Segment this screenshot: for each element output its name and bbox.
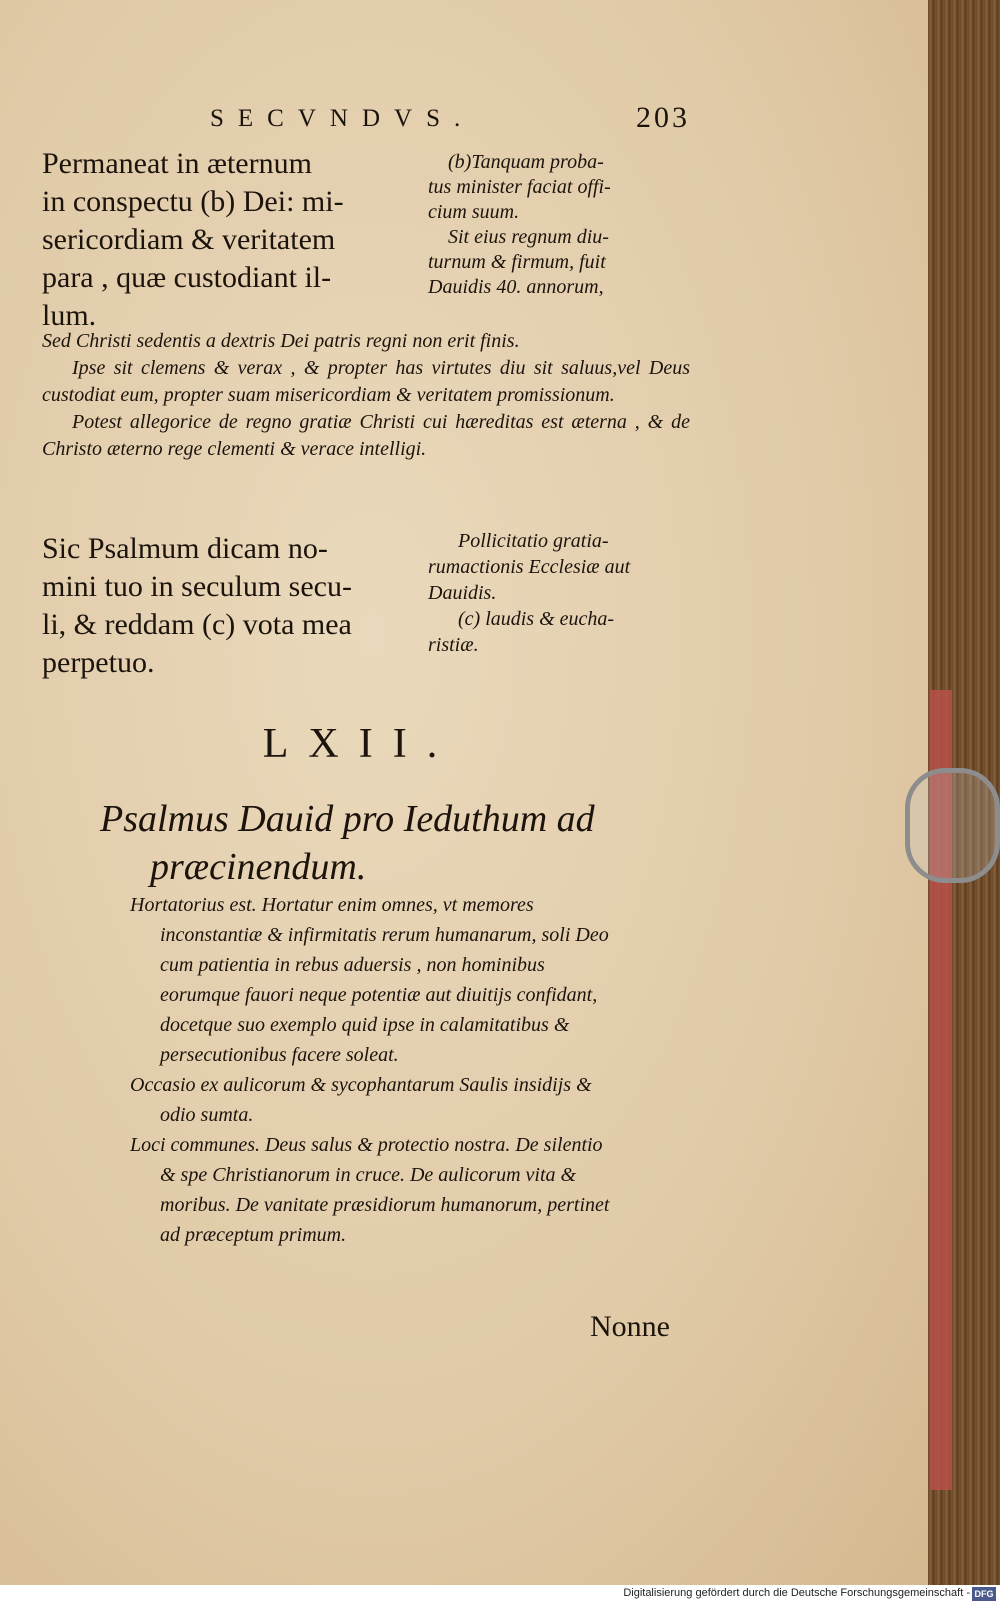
margin-note-1: [428, 150, 688, 300]
note-line: (c) laudis & eucha-: [458, 608, 615, 630]
verse-line: Sic Psalmum dicam no-: [42, 532, 328, 565]
verse-line: mini tuo in seculum secu-: [42, 570, 352, 603]
page-clip: [905, 768, 1000, 883]
psalm-number: LXII.: [262, 721, 458, 767]
margin-note-2: [428, 528, 688, 658]
note-line: rumactionis Ecclesiæ aut: [428, 556, 631, 578]
commentary-paragraph: Potest allegorice de regno gratiæ Christi cui hæreditas est æterna , & de Christo æterno rege clementi & verace intelligi.: [42, 411, 690, 460]
commentary: [42, 328, 690, 463]
note-line: (b)Tanquam proba-: [448, 151, 604, 173]
note-line: Dauidis 40. annorum,: [428, 276, 604, 298]
psalm-title-line: Psalmus Dauid pro Ieduthum ad: [100, 798, 595, 840]
note-line: Sit eius regnum diu-: [448, 226, 609, 248]
psalm-title-line: præcinendum.: [150, 846, 367, 888]
header-title: SECVNDVS.: [210, 105, 475, 132]
note-line: ristiæ.: [428, 634, 479, 656]
verse-line: perpetuo.: [42, 646, 155, 679]
page-number: 203: [636, 101, 690, 134]
verse-line: Permaneat in æternum: [42, 147, 312, 180]
psalm-argument: [130, 890, 620, 1250]
note-line: Pollicitatio gratia-: [458, 530, 609, 552]
verse-block-2: [42, 530, 412, 682]
verse-line: sericordiam & veritatem: [42, 223, 336, 256]
note-line: cium suum.: [428, 201, 520, 223]
catchword: Nonne: [590, 1310, 670, 1343]
verse-line: li, & reddam (c) vota mea: [42, 608, 352, 641]
verse-line: in conspectu (b) Dei: mi-: [42, 185, 344, 218]
argument-paragraph: Occasio ex aulicorum & sycophantarum Saulis insidijs & odio sumta.: [130, 1074, 592, 1126]
note-line: turnum & firmum, fuit: [428, 251, 606, 273]
argument-paragraph: Loci communes. Deus salus & protectio nostra. De silentio & spe Christianorum in cruce. De aulicorum vita & moribus. De vanitate præsidiorum humanorum, pertinet ad præceptum primum.: [130, 1134, 610, 1246]
argument-paragraph: Hortatorius est. Hortatur enim omnes, vt memores inconstantiæ & infirmitatis rerum humanarum, soli Deo cum patientia in rebus aduersis , non hominibus eorumque fauori neque potentiæ aut diuitijs confidant, docetque suo exemplo quid ipse in calamitatibus & persecutionibus facere soleat.: [130, 894, 609, 1066]
verse-block-1: [42, 145, 412, 335]
running-header: [210, 101, 690, 134]
verse-line: lum.: [42, 299, 97, 332]
psalm-title: [100, 795, 660, 891]
footer-credit: Digitalisierung gefördert durch die Deutsche Forschungsgemeinschaft -: [623, 1587, 970, 1599]
note-line: Dauidis.: [428, 582, 497, 604]
dfg-logo: DFG: [972, 1587, 996, 1601]
commentary-paragraph: Ipse sit clemens & verax , & propter has virtutes diu sit saluus,vel Deus custodiat eum, propter suam misericordiam & veritatem promissionum.: [42, 357, 690, 406]
commentary-paragraph: Sed Christi sedentis a dextris Dei patris regni non erit finis.: [42, 330, 520, 352]
note-line: tus minister faciat offi-: [428, 176, 611, 198]
verse-line: para , quæ custodiant il-: [42, 261, 332, 294]
